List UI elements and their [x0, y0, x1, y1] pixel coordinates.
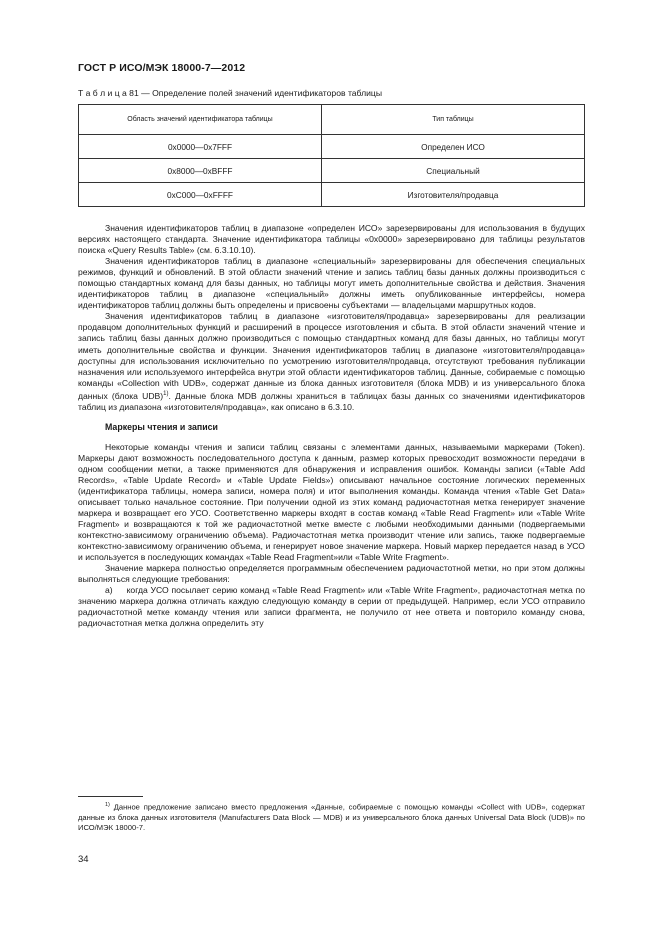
footnote-divider	[78, 796, 143, 797]
paragraph	[78, 311, 585, 412]
footnote-reference: 1)	[163, 390, 169, 397]
page-header: ГОСТ Р ИСО/МЭК 18000-7—2012	[78, 62, 246, 74]
table-row	[79, 183, 585, 207]
table-header-cell: Область значений идентификатора таблицы	[79, 105, 322, 135]
table-cell: 0x8000—0xBFFF	[79, 159, 322, 183]
paragraph-text: . Данные блока MDB должны храниться в таблицах базы данных со значениями идентификаторов таблиц из диапазона «изготовителя/продавца», как описано в 6.3.10.	[78, 390, 585, 412]
table-row	[79, 135, 585, 159]
paragraph: Значения идентификаторов таблиц в диапазоне «определен ИСО» зарезервированы для использования в будущих версиях настоящего стандарта. Значение идентификатора таблицы «0x0000» зарезервировано для таблицы результатов поиска «Query Results Table» (см. 6.3.10.10).	[78, 223, 585, 256]
page-number: 34	[78, 854, 89, 865]
section-heading: Маркеры чтения и записи	[105, 421, 218, 432]
paragraph-text: Значения идентификаторов таблиц в диапазоне «изготовителя/продавца» зарезервированы для реализации продавцом дополнительных функций и расширений в процессе изготовления и сбыта. В этой области значений чтение и запись таблиц базы данных должно производиться с помощью стандартных команд для базы данных, но таблицы могут иметь дополнительные свойства и функции. Значения идентификаторов таблиц в диапазоне «изготовителя/продавца» доступны для использования исключительно по усмотрению изготовителя/продавца, отсутствуют требования публикации назначения или используемого интерфейса внутри этой области идентификаторов таблиц. Данные, собираемые с помощью команды «Collection with UDB», содержат данные из блока данных изготовителя (блока MDB) и из универсального блока данных (блока UDB)	[78, 311, 585, 401]
footnote-mark: 1)	[105, 802, 110, 808]
table-cell: 0xC000—0xFFFF	[79, 183, 322, 207]
footnote-text: Данное предложение записано вместо предложения «Данные, собираемые с помощью команды «Collect with UDB», содержат данные из блока данных изготовителя (Manufacturers Data Block — MDB) и из универсального блока данных Universal Data Block (UDB)» по ИСО/МЭК 18000-7.	[78, 802, 585, 832]
table-caption: Т а б л и ц а 81 — Определение полей значений идентификаторов таблицы	[78, 88, 383, 98]
table-cell: Специальный	[322, 159, 585, 183]
table-cell: Определен ИСО	[322, 135, 585, 159]
footnote	[78, 800, 585, 833]
paragraph: Значения идентификаторов таблиц в диапазоне «специальный» зарезервированы для обеспечения специальных режимов, функций и обновлений. В этой области значений чтение и запись таблиц базы данных должны производиться с помощью стандартных команд для базы данных, но таблицы могут иметь дополнительные свойства и действия. Значения идентификаторов таблиц в диапазоне «специальный» должны иметь опубликованные интерфейсы, номера идентификаторов таблиц должны быть определены и присвоены субъектами — владельцами маршрутных кодов.	[78, 256, 585, 311]
table-header-cell: Тип таблицы	[322, 105, 585, 135]
table-cell: Изготовителя/продавца	[322, 183, 585, 207]
table-id-ranges	[78, 104, 585, 207]
table-cell: 0x0000—0x7FFF	[79, 135, 322, 159]
document-body	[78, 223, 585, 630]
list-item: а) когда УСО посылает серию команд «Table Read Fragment» или «Table Write Fragment», радиочастотная метка по значению маркера должна отличать каждую следующую команду в серии от предыдущей. Например, если УСО отправило радиочастотной метке команду чтения или записи фрагмента, не получило от нее ответа и повторило команду снова, радиочастотная метка должна определить эту	[78, 585, 585, 629]
paragraph: Некоторые команды чтения и записи таблиц связаны с элементами данных, называемыми маркерами (Token). Маркеры дают возможность последовательного доступа к данным, размер которых превосходит возможности передачи в одном сообщении метки, а также применяются для обнаружения и исправления ошибок. Команды записи («Table Add Records», «Table Update Record» и «Table Update Fields») описывают начальное состояние логических переменных (идентификатора таблицы, номера записи, номера поля) и итог выполнения команды. Команда чтения «Table Get Data» описывает только начальное состояние. При получении одной из этих команд радиочастотная метка генерирует значение маркера и возвращает его УСО. Соответственно маркеры входят в состав команд «Table Read Fragment» или «Table Write Fragment» и возвращаются к той же радиочастотной метке вместе с любыми необходимыми данными (подвергаемыми контекстно-зависимому ограничению объема). Радиочастотная метка производит чтение или запись, также подвергаемые контекстно-зависимому ограничению объема, и генерирует новое значение маркера. Новый маркер передается назад в УСО и используется в последующих командах «Table Read Fragment»или «Table Write Fragment».	[78, 441, 585, 563]
table-row	[79, 159, 585, 183]
paragraph: Значение маркера полностью определяется программным обеспечением радиочастотной метки, но при этом должны выполняться следующие требования:	[78, 563, 585, 585]
table-header-row	[79, 105, 585, 135]
